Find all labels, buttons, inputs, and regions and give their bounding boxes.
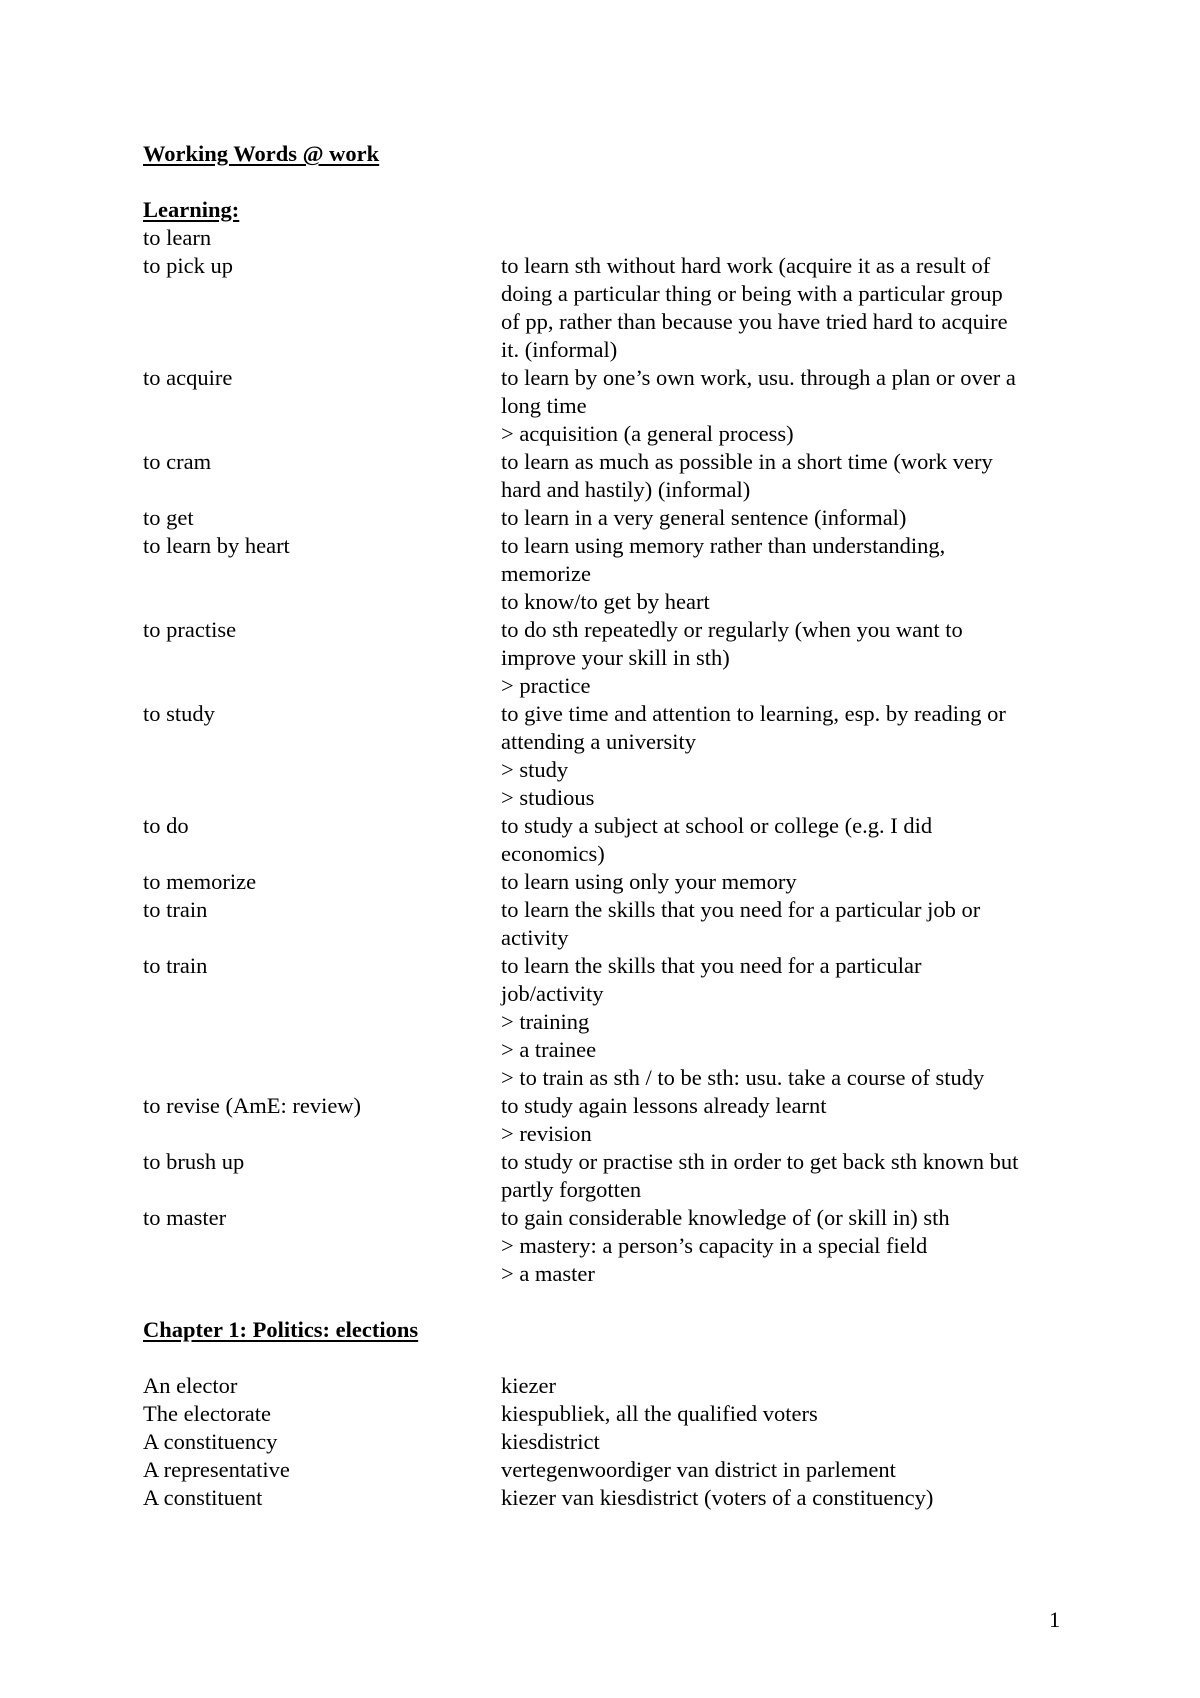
term: to master	[143, 1205, 227, 1230]
term: A representative	[143, 1457, 290, 1482]
definition: to study again lessons already learnt	[501, 1093, 827, 1118]
definition: to give time and attention to learning, esp. by reading or	[501, 701, 1006, 726]
definition: kiespubliek, all the qualified voters	[501, 1401, 818, 1426]
glossary-row	[143, 1064, 1083, 1092]
definition: of pp, rather than because you have tried hard to acquire	[501, 309, 1008, 334]
section-heading: Learning:	[143, 197, 240, 222]
section-learning	[143, 196, 1083, 1288]
definition: to learn the skills that you need for a particular	[501, 953, 922, 978]
definition: > a master	[501, 1261, 595, 1286]
definition: to learn using only your memory	[501, 869, 797, 894]
glossary-row	[143, 1372, 1083, 1400]
definition: to study or practise sth in order to get back sth known but	[501, 1149, 1019, 1174]
definition: job/activity	[501, 981, 604, 1006]
definition: > mastery: a person’s capacity in a special field	[501, 1233, 928, 1258]
glossary-row	[143, 560, 1083, 588]
definition: > training	[501, 1009, 590, 1034]
glossary-row	[143, 364, 1083, 392]
definition: long time	[501, 393, 587, 418]
glossary-row	[143, 1036, 1083, 1064]
glossary-row	[143, 504, 1083, 532]
definition: vertegenwoordiger van district in parlement	[501, 1457, 896, 1482]
term: to learn	[143, 225, 212, 250]
term: to revise (AmE: review)	[143, 1093, 362, 1118]
glossary-row	[143, 1400, 1083, 1428]
term: to train	[143, 897, 208, 922]
term: to pick up	[143, 253, 233, 278]
definition: partly forgotten	[501, 1177, 642, 1202]
definition: kiesdistrict	[501, 1429, 600, 1454]
term: An elector	[143, 1373, 238, 1398]
glossary-row	[143, 1176, 1083, 1204]
glossary-row	[143, 532, 1083, 560]
term: to do	[143, 813, 189, 838]
definition: to learn sth without hard work (acquire it as a result of	[501, 253, 991, 278]
definition: hard and hastily) (informal)	[501, 477, 751, 502]
glossary-row	[143, 756, 1083, 784]
definition: memorize	[501, 561, 591, 586]
definition: to study a subject at school or college (e.g. I did	[501, 813, 933, 838]
glossary-row	[143, 392, 1083, 420]
definition: > acquisition (a general process)	[501, 421, 794, 446]
definition: to know/to get by heart	[501, 589, 710, 614]
section-heading: Chapter 1: Politics: elections	[143, 1317, 419, 1342]
definition: activity	[501, 925, 569, 950]
glossary-row	[143, 840, 1083, 868]
definition: to learn the skills that you need for a particular job or	[501, 897, 981, 922]
definition: to do sth repeatedly or regularly (when you want to	[501, 617, 963, 642]
term: to study	[143, 701, 215, 726]
glossary-row	[143, 1456, 1083, 1484]
glossary-row	[143, 308, 1083, 336]
glossary-row	[143, 336, 1083, 364]
definition: to learn using memory rather than understanding,	[501, 533, 946, 558]
definition: attending a university	[501, 729, 696, 754]
glossary-row	[143, 588, 1083, 616]
term: A constituency	[143, 1429, 278, 1454]
term: to train	[143, 953, 208, 978]
glossary-row	[143, 1204, 1083, 1232]
definition: kiezer van kiesdistrict (voters of a constituency)	[501, 1485, 934, 1510]
glossary-row	[143, 672, 1083, 700]
glossary-row	[143, 700, 1083, 728]
glossary-row	[143, 952, 1083, 980]
glossary-row	[143, 896, 1083, 924]
definition: > practice	[501, 673, 591, 698]
definition: it. (informal)	[501, 337, 618, 362]
glossary-row	[143, 1148, 1083, 1176]
glossary-row	[143, 1120, 1083, 1148]
glossary-row	[143, 1260, 1083, 1288]
glossary-row	[143, 1092, 1083, 1120]
page-number: 1	[1049, 1607, 1061, 1632]
term: to practise	[143, 617, 237, 642]
glossary-row	[143, 1428, 1083, 1456]
definition: doing a particular thing or being with a particular group	[501, 281, 1003, 306]
section-politics-elections	[143, 1316, 1083, 1512]
definition: economics)	[501, 841, 605, 866]
definition: to learn as much as possible in a short time (work very	[501, 449, 993, 474]
glossary-row	[143, 420, 1083, 448]
document-title: Working Words @ work	[143, 141, 380, 166]
glossary-row	[143, 728, 1083, 756]
term: to cram	[143, 449, 212, 474]
definition: > a trainee	[501, 1037, 597, 1062]
definition: > revision	[501, 1121, 592, 1146]
definition: improve your skill in sth)	[501, 645, 730, 670]
spacer	[143, 168, 1083, 196]
glossary-row	[143, 1484, 1083, 1512]
glossary-row	[143, 448, 1083, 476]
glossary-row	[143, 476, 1083, 504]
glossary-row	[143, 644, 1083, 672]
spacer	[143, 1288, 1083, 1316]
glossary-row	[143, 252, 1083, 280]
page-content	[143, 140, 1083, 1512]
term: to learn by heart	[143, 533, 290, 558]
glossary-row	[143, 224, 1083, 252]
term: to acquire	[143, 365, 233, 390]
spacer	[143, 1344, 1083, 1372]
glossary-row	[143, 784, 1083, 812]
term: to memorize	[143, 869, 257, 894]
term: The electorate	[143, 1401, 272, 1426]
glossary-row	[143, 868, 1083, 896]
term: A constituent	[143, 1485, 263, 1510]
definition: to learn by one’s own work, usu. through a plan or over a	[501, 365, 1016, 390]
glossary-row	[143, 812, 1083, 840]
definition: to gain considerable knowledge of (or skill in) sth	[501, 1205, 950, 1230]
glossary-row	[143, 1232, 1083, 1260]
glossary-row	[143, 1008, 1083, 1036]
glossary-row	[143, 280, 1083, 308]
glossary-row	[143, 616, 1083, 644]
glossary-row	[143, 980, 1083, 1008]
definition: to learn in a very general sentence (informal)	[501, 505, 907, 530]
definition: > to train as sth / to be sth: usu. take a course of study	[501, 1065, 985, 1090]
glossary-row	[143, 924, 1083, 952]
term: to get	[143, 505, 194, 530]
definition: > studious	[501, 785, 595, 810]
definition: > study	[501, 757, 569, 782]
definition: kiezer	[501, 1373, 556, 1398]
term: to brush up	[143, 1149, 245, 1174]
